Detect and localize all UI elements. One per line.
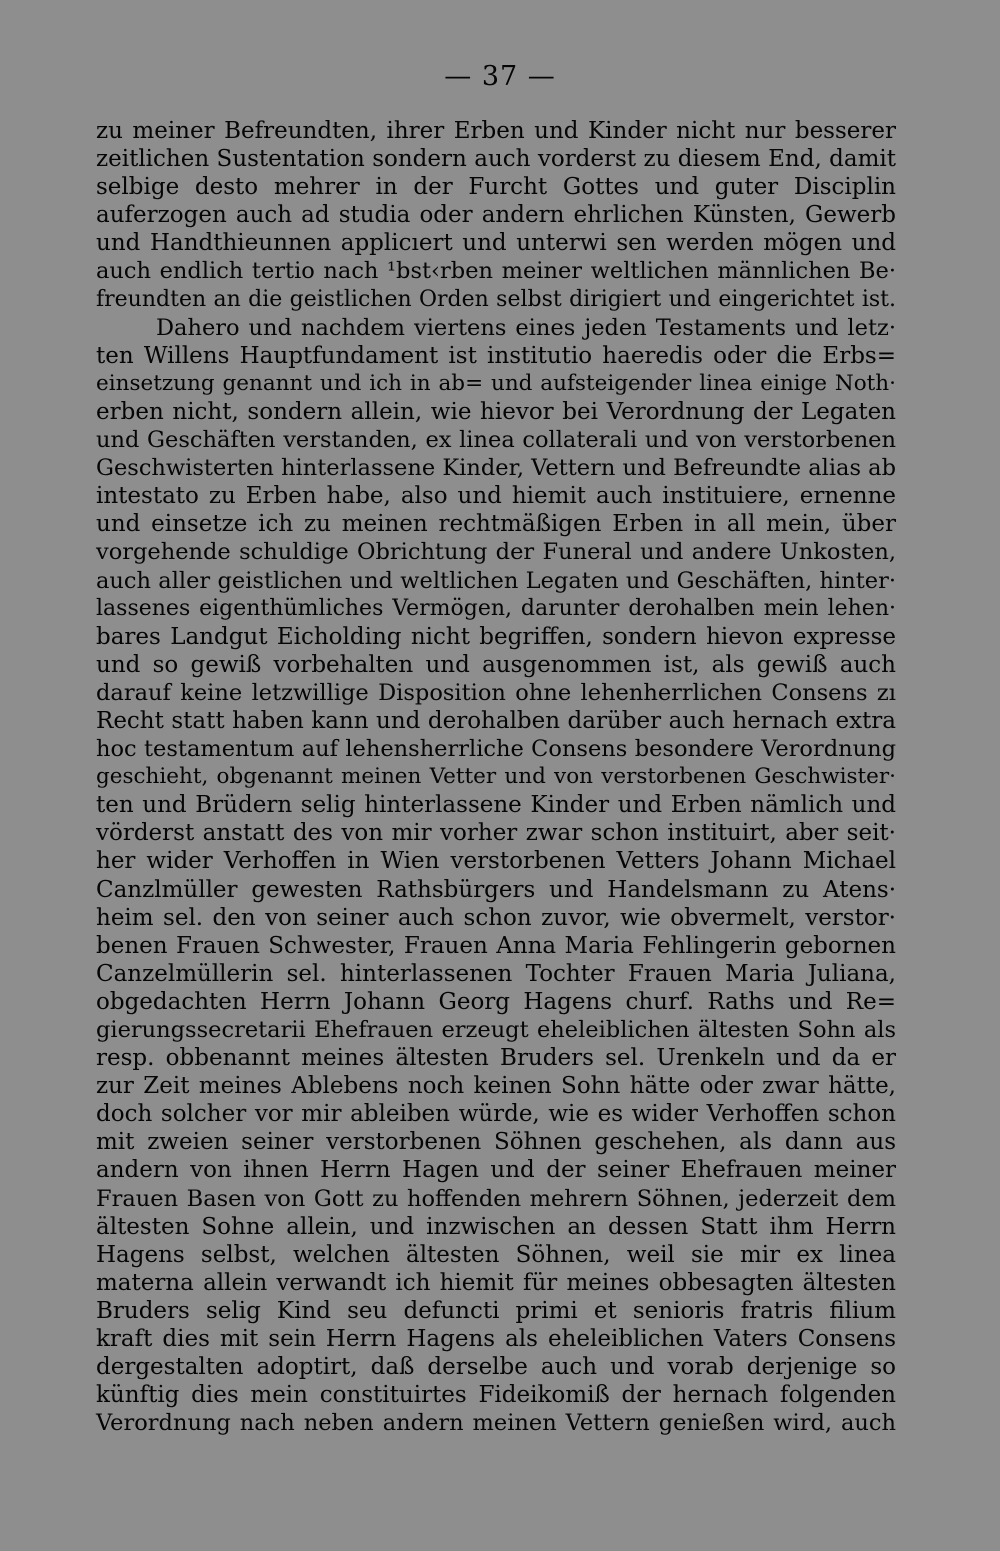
text-line: selbige desto mehrer in der Furcht Gottes und guter Disciplin	[96, 174, 896, 201]
text-line: ten Willens Hauptfundament ist institutio haeredis oder die Erbs=	[96, 342, 896, 369]
text-line: zeitlichen Sustentation sondern auch vorderst zu diesem End, damit	[96, 146, 896, 173]
text-line: ten und Brüdern selig hinterlassene Kinder und Erben nämlich und	[96, 792, 896, 819]
text-line: und einsetze ich zu meinen rechtmäßigen Erben in all mein, über	[96, 511, 896, 538]
text-line: gierungssecretarii Ehefrauen erzeugt eheleiblichen ältesten Sohn als	[96, 1017, 896, 1043]
text-line: hoc testamentum auf lehensherrliche Consens besondere Verordnung	[96, 736, 896, 763]
body-text	[96, 117, 896, 1437]
text-line: heim sel. den von seiner auch schon zuvor, wie obvermelt, verstor·	[96, 904, 896, 931]
text-line: künftig dies mein constituirtes Fideikomiß der hernach folgenden	[96, 1382, 896, 1409]
text-line: intestato zu Erben habe, also und hiemit auch instituiere, ernenne	[96, 483, 896, 510]
text-line: Canzelmüllerin sel. hinterlassenen Tochter Frauen Maria Juliana,	[96, 960, 896, 987]
text-line: her wider Verhoffen in Wien verstorbenen Vetters Johann Michael	[96, 848, 896, 875]
text-line: benen Frauen Schwester, Frauen Anna Maria Fehlingerin gebornen	[96, 932, 896, 959]
text-line: erben nicht, sondern allein, wie hievor bei Verordnung der Legaten	[96, 398, 896, 425]
text-line: Recht statt haben kann und derohalben darüber auch hernach extra	[96, 707, 896, 734]
text-line: und so gewiß vorbehalten und ausgenommen ist, als gewiß auch	[96, 651, 896, 678]
text-line: ältesten Sohne allein, und inzwischen an dessen Statt ihm Herrn	[96, 1213, 896, 1240]
text-line: obgedachten Herrn Johann Georg Hagens churf. Raths und Re=	[96, 988, 896, 1015]
text-line: andern von ihnen Herrn Hagen und der seiner Ehefrauen meiner	[96, 1157, 896, 1184]
text-line: vorgehende schuldige Obrichtung der Funeral und andere Unkosten,	[96, 539, 896, 566]
text-line: und Geschäften verstanden, ex linea collaterali und von verstorbenen	[96, 427, 896, 454]
text-line: Frauen Basen von Gott zu hoffenden mehrern Söhnen, jederzeit dem	[96, 1185, 896, 1212]
text-line: Bruders selig Kind seu defuncti primi et senioris fratris filium	[96, 1297, 896, 1324]
text-line: freundten an die geistlichen Orden selbst dirigiert und eingerichtet ist.	[96, 286, 896, 312]
text-line: bares Landgut Eicholding nicht begriffen, sondern hievon expresse	[96, 623, 896, 650]
text-line: Canzlmüller gewesten Rathsbürgers und Handelsmann zu Atens·	[96, 876, 896, 903]
text-line: mit zweien seiner verstorbenen Söhnen geschehen, als dann aus	[96, 1129, 896, 1156]
text-line: auferzogen auch ad studia oder andern ehrlichen Künsten, Gewerb	[96, 202, 896, 229]
text-line: dergestalten adoptirt, daß derselbe auch und vorab derjenige so	[96, 1354, 896, 1381]
text-line: und Handthieunnen applicıert und unterwi sen werden mögen und	[96, 230, 896, 257]
text-line: Dahero und nachdem viertens eines jeden Testaments und letz·	[156, 314, 896, 341]
text-line: auch endlich tertio nach ¹bst‹rben meiner weltlichen männlichen Be·	[96, 258, 896, 285]
text-line: materna allein verwandt ich hiemit für meines obbesagten ältesten	[96, 1269, 896, 1296]
text-line: zur Zeit meines Ablebens noch keinen Sohn hätte oder zwar hätte,	[96, 1073, 896, 1100]
text-line: resp. obbenannt meines ältesten Bruders sel. Urenkeln und da er	[96, 1045, 896, 1072]
text-line: lassenes eigenthümliches Vermögen, darunter derohalben mein lehen·	[96, 595, 896, 621]
text-line: einsetzung genannt und ich in ab= und aufsteigender linea einige Noth·	[96, 370, 896, 396]
text-line: kraft dies mit sein Herrn Hagens als eheleiblichen Vaters Consens	[96, 1326, 896, 1353]
text-line: Verordnung nach neben andern meinen Vettern genießen wird, auch	[96, 1410, 896, 1437]
text-line: Hagens selbst, welchen ältesten Söhnen, weil sie mir ex linea	[96, 1241, 896, 1268]
text-line: doch solcher vor mir ableiben würde, wie es wider Verhoffen schon	[96, 1101, 896, 1128]
text-line: darauf keine letzwillige Disposition ohne lehenherrlichen Consens zı	[96, 679, 896, 706]
text-line: auch aller geistlichen und weltlichen Legaten und Geschäften, hinter·	[96, 567, 896, 594]
text-line: zu meiner Befreundten, ihrer Erben und Kinder nicht nur besserer	[96, 118, 896, 144]
text-line: vörderst anstatt des von mir vorher zwar schon instituirt, aber seit·	[96, 820, 896, 847]
text-line: Geschwisterten hinterlassene Kinder, Vettern und Befreundte alias ab	[96, 455, 896, 482]
text-line: geschieht, obgenannt meinen Vetter und von verstorbenen Geschwister·	[96, 764, 896, 790]
page-number: — 37 —	[444, 61, 556, 92]
